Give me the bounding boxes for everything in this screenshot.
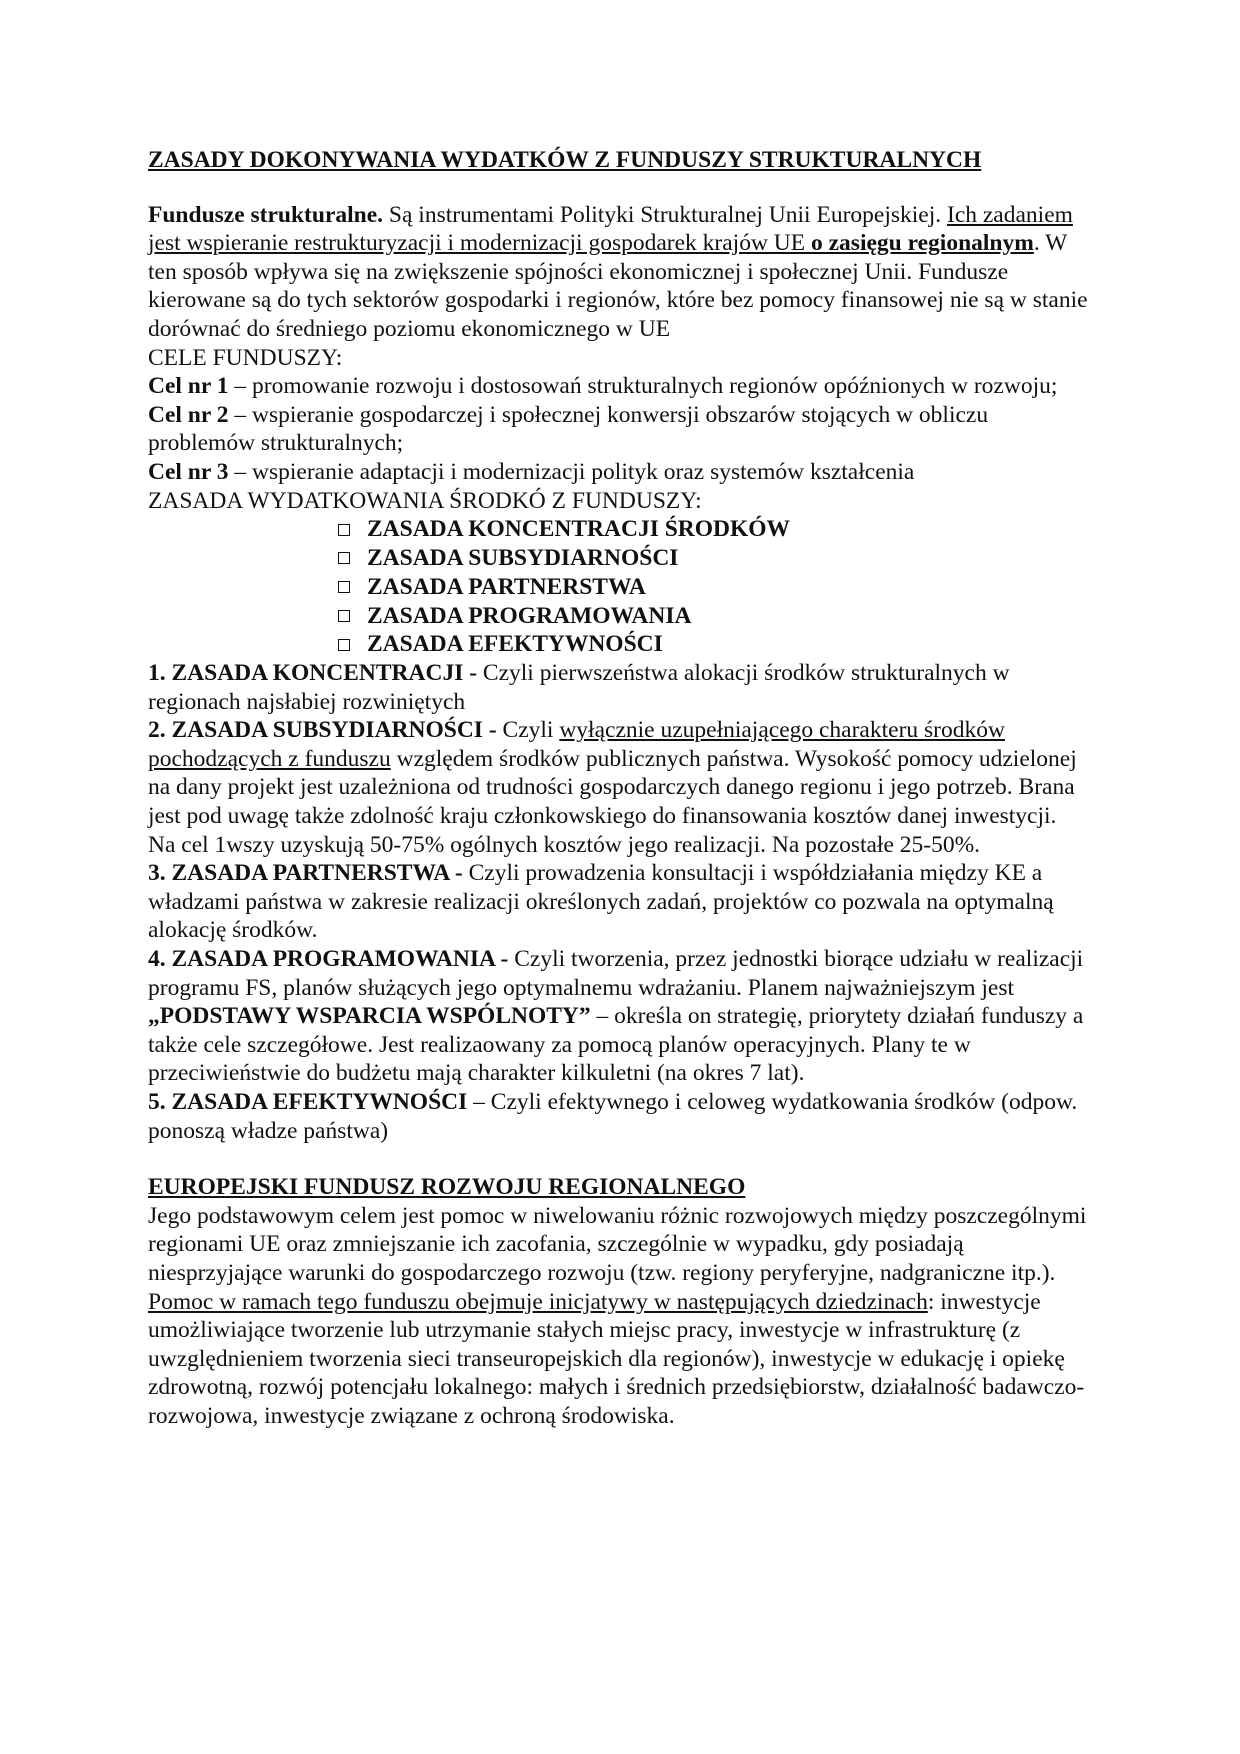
bullet-item: [336, 544, 1088, 573]
zasada-2-pre: Czyli: [502, 717, 560, 744]
zasada-3-paragraph: [148, 859, 1088, 945]
zasada-2-underlined: wyłącznie uzupełniającego charakteru środków pochodzących z funduszu: [148, 717, 1005, 772]
zasada-header: ZASADA WYDATKOWANIA ŚRODKÓ Z FUNDUSZY:: [148, 487, 702, 514]
cel-2: [148, 401, 1088, 458]
zasada-5-paragraph: [148, 1088, 1088, 1145]
intro-underlined: Ich zadaniem jest wspieranie restrukturyzacji i modernizacji gospodarek krajów UE: [148, 201, 1073, 257]
document-body: [148, 146, 1088, 1431]
cel-1: [148, 372, 1088, 401]
bullet-item: [336, 630, 1088, 659]
cel-2-label: Cel nr 2: [148, 401, 229, 428]
cel-2-text: – wspieranie gospodarczej i społecznej konwersji obszarów stojących w obliczu problemów strukturalnych;: [148, 401, 989, 457]
bullet-text: ZASADA EFEKTYWNOŚCI: [367, 631, 663, 658]
zasada-1-text: Czyli pierwszeństwa alokacji środków strukturalnych w regionach najsłabiej rozwiniętych: [148, 660, 1010, 715]
zasada-2-label: 2. ZASADA SUBSYDIARNOŚCI -: [148, 717, 503, 744]
zasada-4-paragraph: [148, 945, 1088, 1088]
intro-lead: Fundusze strukturalne.: [148, 201, 384, 228]
checkbox-square-icon: [338, 552, 350, 564]
zasada-5-text: – Czyli efektywnego i celoweg wydatkowania środków (odpow. ponoszą władze państwa): [148, 1089, 1078, 1144]
zasada-4-pre: Czyli tworzenia, przez jednostki biorące udziału w realizacji programu FS, planów służących jego optymalnemu wdrażaniu. Planem najważniejszym jest: [148, 946, 1084, 1001]
efrr-underlined: Pomoc w ramach tego funduszu obejmuje inicjatywy w następujących dziedzinach: [148, 1288, 928, 1315]
zasada-1-paragraph: [148, 659, 1088, 716]
zasada-3-label: 3. ZASADA PARTNERSTWA -: [148, 860, 469, 887]
intro-text-1: Są instrumentami Polityki Strukturalnej Unii Europejskiej.: [383, 201, 947, 228]
zasada-1-label: 1. ZASADA KONCENTRACJI -: [148, 660, 483, 687]
zasada-4-label: 4. ZASADA PROGRAMOWANIA -: [148, 946, 515, 973]
cel-1-text: – promowanie rozwoju i dostosowań strukturalnych regionów opóźnionych w rozwoju;: [228, 373, 1058, 400]
zasada-4-text: – określa on strategię, priorytety działań funduszy a także cele szczegółowe. Jest realizaowany za pomocą planów operacyjnych. Plany te w przeciwieństwie do budżetu mają charakter kilkuletni (na okres 7 lat).: [148, 1003, 1084, 1087]
bullet-text: ZASADA PROGRAMOWANIA: [367, 602, 692, 629]
zasada-3-text: Czyli prowadzenia konsultacji i współdziałania między KE a władzami państwa w zakresie realizacji określonych zadań, projektów co pozwala na optymalną alokację środków.: [148, 860, 1054, 944]
zasada-5-label: 5. ZASADA EFEKTYWNOŚCI: [148, 1089, 468, 1116]
bullet-item: [336, 515, 1088, 544]
efrr-text-1: Jego podstawowym celem jest pomoc w niwelowaniu różnic rozwojowych między poszczególnymi regionami UE oraz zmniejszanie ich zacofania, szczególnie w wypadku, gdy posiadają niesprzyjające warunki do gospodarczego rozwoju (tzw. regiony peryferyjne, nadgraniczne itp.).: [148, 1202, 1087, 1286]
checkbox-square-icon: [338, 581, 350, 593]
checkbox-square-icon: [338, 610, 350, 622]
bullet-item: [336, 573, 1088, 602]
zasada-4-bold: „PODSTAWY WSPARCIA WSPÓLNOTY”: [148, 1003, 591, 1030]
bullet-text: ZASADA PARTNERSTWA: [367, 573, 646, 600]
section-spacer: [148, 1145, 1088, 1173]
zasady-bullet-list: [148, 515, 1088, 659]
intro-bold-underlined: o zasięgu regionalnym: [811, 230, 1034, 257]
zasada-2-text: względem środków publicznych państwa. Wysokość pomocy udzielonej na dany projekt jest uzależniona od trudności gospodarczych danego regionu i jego potrzeb. Brana jest pod uwagę także zdolność kraju członkowskiego do finansowania kosztów danej inwestycji. Na cel 1wszy uzyskują 50-75% ogólnych kosztów jego realizacji. Na pozostałe 25-50%.: [148, 745, 1077, 858]
document-title: ZASADY DOKONYWANIA WYDATKÓW Z FUNDUSZY STRUKTURALNYCH: [148, 147, 982, 173]
intro-text-2: . W ten sposób wpływa się na zwiększenie spójności ekonomicznej i społecznej Unii. Fundusze kierowane są do tych sektorów gospodarki i regionów, które bez pomocy finansowej nie są w stanie dorównać do średniego poziomu ekonomicznego w UE: [148, 230, 1088, 342]
cel-3-label: Cel nr 3: [148, 458, 229, 485]
intro-paragraph: [148, 201, 1088, 344]
bullet-text: ZASADA SUBSYDIARNOŚCI: [367, 544, 679, 571]
cel-1-label: Cel nr 1: [148, 373, 229, 400]
cele-header: CELE FUNDUSZY:: [148, 344, 343, 371]
cel-3-text: – wspieranie adaptacji i modernizacji polityk oraz systemów kształcenia: [228, 458, 915, 485]
efrr-text-2: : inwestycje umożliwiające tworzenie lub utrzymanie stałych miejsc pracy, inwestycje w infrastrukturę (z uwzględnieniem tworzenia sieci transeuropejskich dla regionów), inwestycje w edukację i opiekę zdrowotną, rozwój potencjału lokalnego: małych i średnich przedsiębiorstw, działalność badawczo-rozwojowa, inwestycje związane z ochroną środowiska.: [148, 1288, 1085, 1429]
cel-3: [148, 458, 1088, 487]
checkbox-square-icon: [338, 639, 350, 651]
bullet-text: ZASADA KONCENTRACJI ŚRODKÓW: [367, 516, 791, 543]
efrr-paragraph: [148, 1202, 1088, 1431]
efrr-heading: EUROPEJSKI FUNDUSZ ROZWOJU REGIONALNEGO: [148, 1174, 746, 1201]
zasada-2-paragraph: [148, 716, 1088, 859]
bullet-item: [336, 602, 1088, 631]
checkbox-square-icon: [338, 524, 350, 536]
